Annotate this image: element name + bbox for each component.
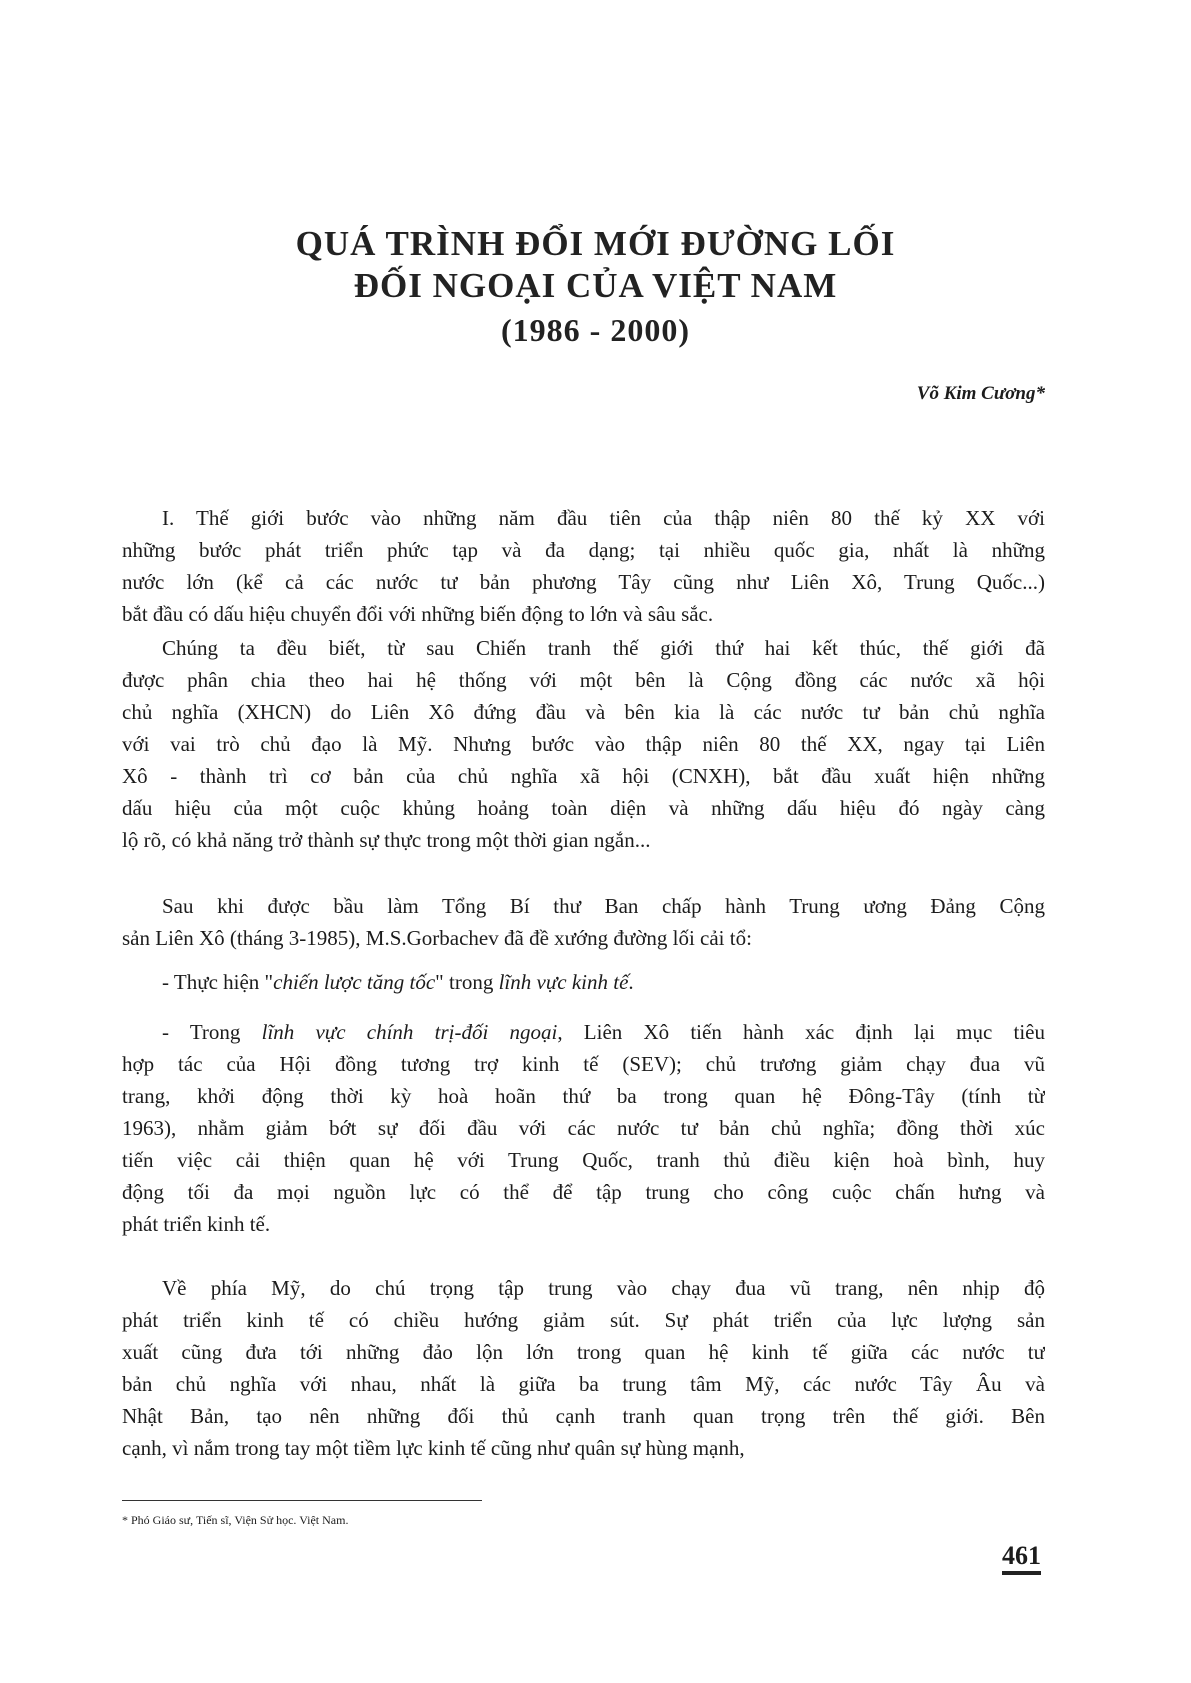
text-line: lộ rõ, có khả năng trở thành sự thực trong một thời gian ngắn... <box>122 828 651 852</box>
bullet-2 <box>122 1016 1045 1048</box>
text-line: chủ nghĩa (XHCN) do Liên Xô đứng đầu và bên kia là các nước tư bản chủ nghĩa <box>122 700 1045 724</box>
text-line: phát triển kinh tế. <box>122 1212 271 1236</box>
title-years: (1986 - 2000) <box>501 312 690 348</box>
line <box>122 1016 1045 1048</box>
text-line: Về phía Mỹ, do chú trọng tập trung vào chạy đua vũ trang, nên nhịp độ <box>162 1276 1045 1300</box>
text-line: xuất cũng đưa tới những đảo lộn lớn trong quan hệ kinh tế giữa các nước tư <box>122 1340 1045 1364</box>
text: - Thực hiện " <box>162 970 274 994</box>
text: " trong <box>435 970 499 994</box>
bullet-1 <box>162 966 634 998</box>
text-line: những bước phát triển phức tạp và đa dạng; tại nhiều quốc gia, nhất là những <box>122 538 1045 562</box>
text-line: I. Thế giới bước vào những năm đầu tiên của thập niên 80 thế kỷ XX với <box>162 506 1045 530</box>
paragraph-4 <box>122 1048 1045 1240</box>
author: Võ Kim Cương* <box>916 383 1045 404</box>
text-line: Chúng ta đều biết, từ sau Chiến tranh thế giới thứ hai kết thúc, thế giới đã <box>162 636 1045 660</box>
paragraph-2 <box>122 632 1045 856</box>
text-line: bắt đầu có dấu hiệu chuyển đổi với những biến động to lớn và sâu sắc. <box>122 602 714 626</box>
text-line: phát triển kinh tế có chiều hướng giảm sút. Sự phát triển của lực lượng sản <box>122 1308 1045 1332</box>
text-line: cạnh, vì nắm trong tay một tiềm lực kinh tế cũng như quân sự hùng mạnh, <box>122 1436 745 1460</box>
text-line: nước lớn (kể cả các nước tư bản phương Tây cũng như Liên Xô, Trung Quốc...) <box>122 570 1045 594</box>
text-line: sản Liên Xô (tháng 3-1985), M.S.Gorbachev đã đề xướng đường lối cải tổ: <box>122 926 752 950</box>
text-line: được phân chia theo hai hệ thống với một bên là Cộng đồng các nước xã hội <box>122 668 1045 692</box>
text-line: hợp tác của Hội đồng tương trợ kinh tế (SEV); chủ trương giảm chạy đua vũ <box>122 1052 1045 1076</box>
italic-text: lĩnh vực chính trị-đối ngoại <box>261 1020 558 1044</box>
text: . <box>628 970 634 994</box>
title-line-2: ĐỐI NGOẠI CỦA VIỆT NAM <box>353 266 838 305</box>
footnote: * Phó Giáo sư, Tiến sĩ, Viện Sử học. Việt Nam. <box>122 1513 349 1527</box>
text-line: bản chủ nghĩa với nhau, nhất là giữa ba trung tâm Mỹ, các nước Tây Âu và <box>122 1372 1045 1396</box>
text-line: Nhật Bản, tạo nên những đối thủ cạnh tranh quan trọng trên thế giới. Bên <box>122 1404 1045 1428</box>
text-line: với vai trò chủ đạo là Mỹ. Nhưng bước vào thập niên 80 thế XX, ngay tại Liên <box>122 732 1045 756</box>
text-line: 1963), nhằm giảm bớt sự đối đầu với các nước tư bản chủ nghĩa; đồng thời xúc <box>122 1116 1045 1140</box>
paragraph-3 <box>122 890 1045 954</box>
text-line: dấu hiệu của một cuộc khủng hoảng toàn diện và những dấu hiệu đó ngày càng <box>122 796 1045 820</box>
italic-text: chiến lược tăng tốc <box>273 970 436 994</box>
paragraph-1 <box>122 502 1045 630</box>
text: - Trong <box>162 1020 262 1044</box>
text: , Liên Xô tiến hành xác định lại mục tiêu <box>557 1020 1045 1044</box>
text-line: Xô - thành trì cơ bản của chủ nghĩa xã hội (CNXH), bắt đầu xuất hiện những <box>122 764 1045 788</box>
title-line-1: QUÁ TRÌNH ĐỔI MỚI ĐƯỜNG LỐI <box>295 224 896 263</box>
text-line: trang, khởi động thời kỳ hoà hoãn thứ ba trong quan hệ Đông-Tây (tính từ <box>122 1084 1045 1108</box>
text-line: động tối đa mọi nguồn lực có thể để tập trung cho công cuộc chấn hưng và <box>122 1180 1045 1204</box>
footnote-divider <box>122 1500 482 1501</box>
page-number: 461 <box>1002 1541 1041 1575</box>
paragraph-5 <box>122 1272 1045 1464</box>
text-line: tiến việc cải thiện quan hệ với Trung Quốc, tranh thủ điều kiện hoà bình, huy <box>122 1148 1045 1172</box>
text-line: Sau khi được bầu làm Tổng Bí thư Ban chấp hành Trung ương Đảng Cộng <box>162 894 1045 918</box>
italic-text: lĩnh vực kinh tế <box>498 970 629 994</box>
